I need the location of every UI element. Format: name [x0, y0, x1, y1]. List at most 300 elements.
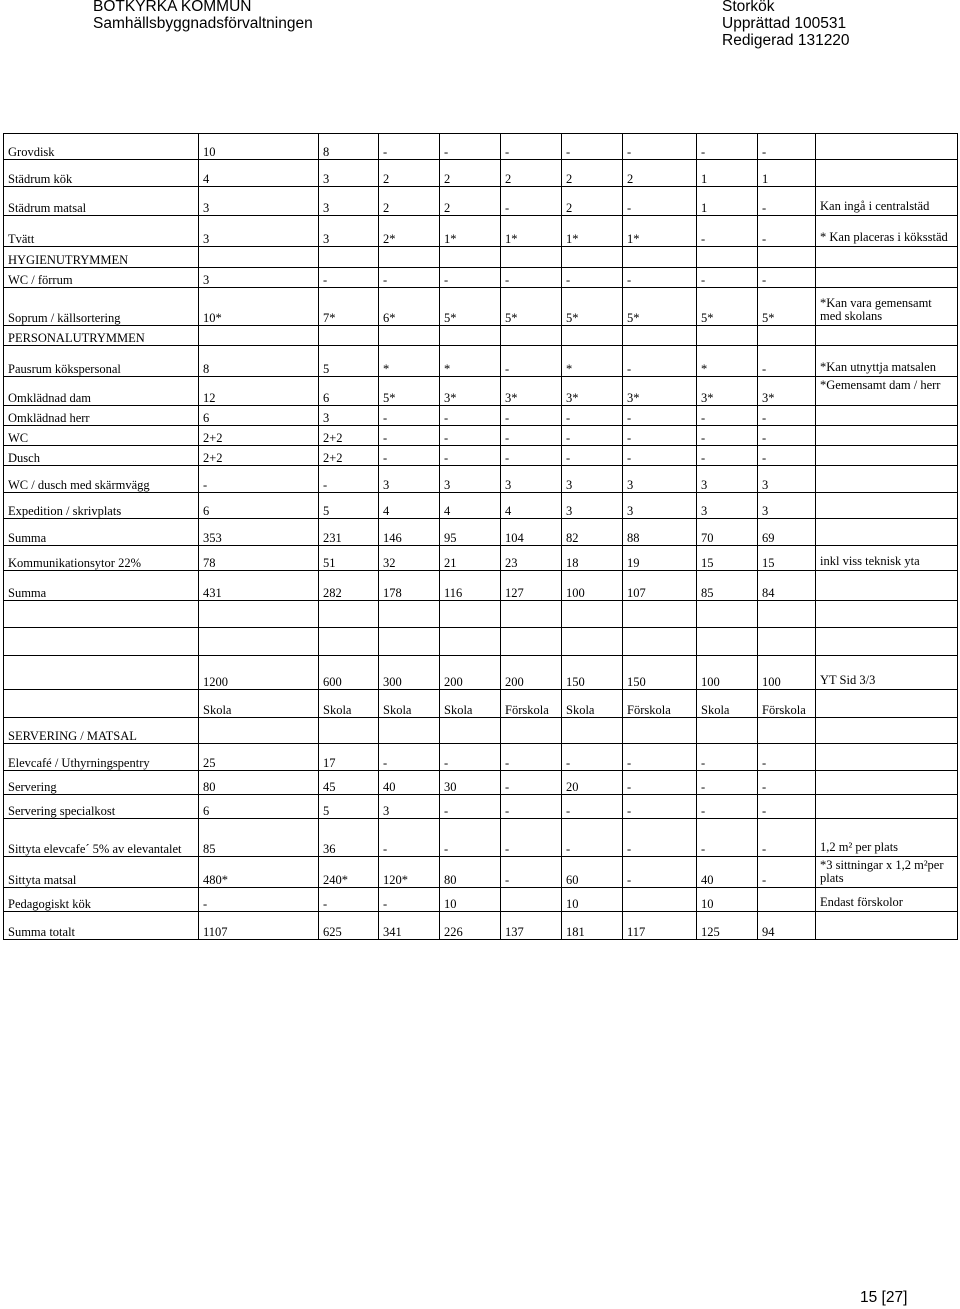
value-cell — [440, 718, 501, 744]
row-label: Omklädnad dam — [4, 377, 199, 406]
value-cell — [379, 247, 440, 268]
row-note — [816, 134, 958, 160]
value-cell: 94 — [758, 912, 816, 940]
value-cell: 85 — [697, 571, 758, 601]
value-cell: - — [623, 346, 697, 377]
value-cell: 15 — [697, 546, 758, 571]
row-note — [816, 690, 958, 718]
table-row — [4, 628, 958, 656]
table-row — [4, 346, 958, 377]
value-cell: 1* — [562, 216, 623, 247]
value-cell: 625 — [319, 912, 379, 940]
value-cell — [758, 888, 816, 912]
row-note: YT Sid 3/3 — [816, 656, 958, 690]
row-note — [816, 406, 958, 426]
value-cell: - — [758, 346, 816, 377]
row-label: Expedition / skrivplats — [4, 493, 199, 519]
value-cell: 3* — [501, 377, 562, 406]
value-cell — [319, 718, 379, 744]
value-cell: 5* — [379, 377, 440, 406]
value-cell: 30 — [440, 771, 501, 795]
value-cell: 240* — [319, 857, 379, 888]
value-cell: 3 — [199, 187, 319, 216]
value-cell: 21 — [440, 546, 501, 571]
row-label: Elevcafé / Uthyrningspentry — [4, 744, 199, 771]
value-cell: 341 — [379, 912, 440, 940]
value-cell: 1 — [758, 160, 816, 187]
value-cell: - — [623, 187, 697, 216]
value-cell: 200 — [440, 656, 501, 690]
value-cell: - — [501, 134, 562, 160]
value-cell: - — [440, 795, 501, 819]
table-row — [4, 288, 958, 326]
value-cell — [440, 601, 501, 628]
row-note — [816, 426, 958, 446]
value-cell: 600 — [319, 656, 379, 690]
value-cell — [758, 718, 816, 744]
value-cell — [440, 326, 501, 346]
value-cell: - — [623, 857, 697, 888]
value-cell: 282 — [319, 571, 379, 601]
value-cell: 1 — [697, 187, 758, 216]
value-cell: - — [440, 268, 501, 288]
value-cell: Skola — [379, 690, 440, 718]
value-cell: - — [758, 744, 816, 771]
value-cell: Förskola — [623, 690, 697, 718]
value-cell: - — [623, 819, 697, 857]
table-row — [4, 493, 958, 519]
value-cell: 4 — [199, 160, 319, 187]
value-cell: 3 — [501, 466, 562, 493]
table-row — [4, 134, 958, 160]
value-cell: - — [758, 819, 816, 857]
value-cell: 6 — [199, 493, 319, 519]
value-cell: 3 — [319, 216, 379, 247]
row-note — [816, 519, 958, 546]
value-cell: 107 — [623, 571, 697, 601]
value-cell — [562, 326, 623, 346]
value-cell: 2 — [501, 160, 562, 187]
value-cell: 3 — [319, 160, 379, 187]
table-row — [4, 187, 958, 216]
value-cell: 10* — [199, 288, 319, 326]
value-cell: 70 — [697, 519, 758, 546]
value-cell — [319, 326, 379, 346]
organization-name: BOTKYRKA KOMMUN — [93, 0, 252, 15]
value-cell: - — [697, 134, 758, 160]
value-cell: 1* — [501, 216, 562, 247]
value-cell — [623, 628, 697, 656]
value-cell: * — [440, 346, 501, 377]
value-cell: 226 — [440, 912, 501, 940]
value-cell: 3 — [697, 466, 758, 493]
value-cell: 40 — [697, 857, 758, 888]
value-cell: 23 — [501, 546, 562, 571]
row-label: Sittyta elevcafe´ 5% av elevantalet — [4, 819, 199, 857]
value-cell: - — [623, 406, 697, 426]
row-label: Soprum / källsortering — [4, 288, 199, 326]
value-cell: 100 — [758, 656, 816, 690]
row-note — [816, 571, 958, 601]
value-cell: 10 — [562, 888, 623, 912]
value-cell: 15 — [758, 546, 816, 571]
value-cell: - — [758, 795, 816, 819]
value-cell: 3* — [758, 377, 816, 406]
row-note — [816, 326, 958, 346]
value-cell — [623, 888, 697, 912]
row-note: *Gemensamt dam / herr — [816, 377, 958, 406]
table-row — [4, 268, 958, 288]
value-cell: - — [379, 446, 440, 466]
value-cell: - — [319, 268, 379, 288]
value-cell: 36 — [319, 819, 379, 857]
row-label: WC / dusch med skärmvägg — [4, 466, 199, 493]
value-cell: 117 — [623, 912, 697, 940]
table-row — [4, 819, 958, 857]
value-cell: 18 — [562, 546, 623, 571]
value-cell: - — [501, 187, 562, 216]
value-cell — [379, 718, 440, 744]
value-cell: 2+2 — [319, 446, 379, 466]
value-cell — [623, 247, 697, 268]
table-row — [4, 656, 958, 690]
table-row — [4, 406, 958, 426]
row-note: 1,2 m² per plats — [816, 819, 958, 857]
header-right — [722, 0, 850, 49]
value-cell: 4 — [440, 493, 501, 519]
row-label — [4, 690, 199, 718]
row-note — [816, 628, 958, 656]
value-cell: - — [758, 406, 816, 426]
value-cell: 3* — [623, 377, 697, 406]
value-cell: 19 — [623, 546, 697, 571]
value-cell: 3 — [440, 466, 501, 493]
value-cell — [501, 888, 562, 912]
value-cell: Skola — [562, 690, 623, 718]
table-row — [4, 519, 958, 546]
row-label: WC / förrum — [4, 268, 199, 288]
value-cell: 3 — [319, 187, 379, 216]
value-cell: - — [379, 819, 440, 857]
value-cell — [562, 601, 623, 628]
value-cell: 4 — [501, 493, 562, 519]
created-date: Upprättad 100531 — [722, 15, 847, 32]
value-cell: 5* — [623, 288, 697, 326]
value-cell — [697, 247, 758, 268]
value-cell: 2 — [562, 160, 623, 187]
value-cell: - — [440, 744, 501, 771]
value-cell: - — [697, 268, 758, 288]
value-cell — [623, 718, 697, 744]
value-cell: - — [379, 134, 440, 160]
table-row — [4, 601, 958, 628]
value-cell: 4 — [379, 493, 440, 519]
value-cell — [758, 628, 816, 656]
value-cell — [319, 247, 379, 268]
value-cell: 60 — [562, 857, 623, 888]
value-cell — [562, 628, 623, 656]
value-cell — [623, 326, 697, 346]
row-label: Sittyta matsal — [4, 857, 199, 888]
value-cell: Skola — [319, 690, 379, 718]
value-cell — [501, 326, 562, 346]
value-cell: - — [379, 268, 440, 288]
row-note — [816, 268, 958, 288]
value-cell — [379, 326, 440, 346]
value-cell: 95 — [440, 519, 501, 546]
value-cell: 3* — [697, 377, 758, 406]
department-name: Samhällsbyggnadsförvaltningen — [93, 15, 313, 32]
row-label: Pedagogiskt kök — [4, 888, 199, 912]
row-note — [816, 160, 958, 187]
value-cell: 100 — [697, 656, 758, 690]
value-cell: 231 — [319, 519, 379, 546]
row-label: Städrum matsal — [4, 187, 199, 216]
value-cell: - — [623, 426, 697, 446]
value-cell: 2 — [379, 160, 440, 187]
value-cell — [623, 601, 697, 628]
value-cell: 1 — [697, 160, 758, 187]
row-label: Städrum kök — [4, 160, 199, 187]
value-cell: 40 — [379, 771, 440, 795]
value-cell: 32 — [379, 546, 440, 571]
row-label: HYGIENUTRYMMEN — [4, 247, 199, 268]
value-cell: - — [697, 744, 758, 771]
value-cell: 25 — [199, 744, 319, 771]
row-note: *Kan utnyttja matsalen — [816, 346, 958, 377]
value-cell: 1* — [440, 216, 501, 247]
table-row — [4, 795, 958, 819]
value-cell: - — [697, 426, 758, 446]
value-cell: - — [440, 134, 501, 160]
value-cell: - — [758, 446, 816, 466]
value-cell — [501, 601, 562, 628]
value-cell — [562, 718, 623, 744]
row-label — [4, 601, 199, 628]
value-cell — [758, 247, 816, 268]
value-cell: - — [199, 888, 319, 912]
value-cell: 3 — [758, 493, 816, 519]
value-cell: 431 — [199, 571, 319, 601]
table-row — [4, 718, 958, 744]
table-row — [4, 912, 958, 940]
value-cell: - — [623, 134, 697, 160]
value-cell: 178 — [379, 571, 440, 601]
value-cell — [501, 628, 562, 656]
value-cell: 5* — [697, 288, 758, 326]
row-note: inkl viss teknisk yta — [816, 546, 958, 571]
row-label: Servering specialkost — [4, 795, 199, 819]
value-cell — [758, 601, 816, 628]
value-cell: - — [501, 446, 562, 466]
edited-date: Redigerad 131220 — [722, 32, 850, 49]
value-cell: - — [501, 426, 562, 446]
value-cell: 5 — [319, 795, 379, 819]
value-cell: - — [758, 426, 816, 446]
value-cell — [319, 601, 379, 628]
value-cell: 3 — [379, 795, 440, 819]
table-row — [4, 160, 958, 187]
area-table — [3, 133, 958, 940]
value-cell: - — [697, 771, 758, 795]
value-cell: * — [562, 346, 623, 377]
value-cell: 6 — [199, 406, 319, 426]
value-cell — [697, 628, 758, 656]
value-cell: 7* — [319, 288, 379, 326]
value-cell: - — [623, 795, 697, 819]
value-cell: 300 — [379, 656, 440, 690]
value-cell: 8 — [319, 134, 379, 160]
value-cell: - — [379, 888, 440, 912]
value-cell: 5 — [319, 493, 379, 519]
value-cell: 3 — [319, 406, 379, 426]
value-cell: 1107 — [199, 912, 319, 940]
value-cell: 3 — [697, 493, 758, 519]
row-note: Endast förskolor — [816, 888, 958, 912]
value-cell: - — [440, 406, 501, 426]
value-cell: - — [562, 268, 623, 288]
value-cell: - — [697, 795, 758, 819]
value-cell: 69 — [758, 519, 816, 546]
value-cell: 10 — [440, 888, 501, 912]
value-cell: - — [501, 346, 562, 377]
value-cell: 3 — [199, 268, 319, 288]
value-cell: 85 — [199, 819, 319, 857]
value-cell: 80 — [199, 771, 319, 795]
value-cell: 3 — [199, 216, 319, 247]
value-cell: - — [623, 446, 697, 466]
table-row — [4, 377, 958, 406]
value-cell: 2 — [440, 187, 501, 216]
value-cell: 3 — [623, 493, 697, 519]
table-row — [4, 744, 958, 771]
row-note — [816, 601, 958, 628]
value-cell: - — [697, 406, 758, 426]
row-label: Summa — [4, 571, 199, 601]
value-cell — [199, 718, 319, 744]
value-cell: - — [199, 466, 319, 493]
row-label: SERVERING / MATSAL — [4, 718, 199, 744]
value-cell: - — [758, 216, 816, 247]
table-row — [4, 446, 958, 466]
row-label: Omklädnad herr — [4, 406, 199, 426]
value-cell: - — [697, 446, 758, 466]
value-cell: 150 — [562, 656, 623, 690]
value-cell — [697, 718, 758, 744]
row-label: Kommunikationsytor 22% — [4, 546, 199, 571]
row-label: Summa totalt — [4, 912, 199, 940]
value-cell — [199, 247, 319, 268]
value-cell: 1* — [623, 216, 697, 247]
value-cell: 45 — [319, 771, 379, 795]
value-cell: Förskola — [758, 690, 816, 718]
value-cell: 2+2 — [319, 426, 379, 446]
value-cell: - — [562, 134, 623, 160]
value-cell: 5* — [562, 288, 623, 326]
value-cell: Förskola — [501, 690, 562, 718]
value-cell: - — [501, 744, 562, 771]
value-cell: 3* — [562, 377, 623, 406]
value-cell: 3* — [440, 377, 501, 406]
row-note — [816, 493, 958, 519]
value-cell: - — [440, 819, 501, 857]
row-note — [816, 912, 958, 940]
row-label — [4, 628, 199, 656]
value-cell: - — [319, 466, 379, 493]
table-row — [4, 326, 958, 346]
value-cell: 8 — [199, 346, 319, 377]
value-cell: 20 — [562, 771, 623, 795]
value-cell: - — [623, 268, 697, 288]
value-cell — [562, 247, 623, 268]
value-cell — [501, 247, 562, 268]
value-cell: 3 — [623, 466, 697, 493]
value-cell — [501, 718, 562, 744]
row-label: Dusch — [4, 446, 199, 466]
value-cell: 181 — [562, 912, 623, 940]
value-cell: 10 — [199, 134, 319, 160]
value-cell: - — [562, 446, 623, 466]
value-cell: - — [697, 216, 758, 247]
value-cell: - — [319, 888, 379, 912]
document-title: Storkök — [722, 0, 775, 15]
value-cell: 5 — [319, 346, 379, 377]
table-row — [4, 216, 958, 247]
table-row — [4, 426, 958, 446]
value-cell: 353 — [199, 519, 319, 546]
value-cell: - — [697, 819, 758, 857]
row-note — [816, 771, 958, 795]
table-row — [4, 771, 958, 795]
value-cell: 137 — [501, 912, 562, 940]
value-cell: - — [758, 771, 816, 795]
row-note: *Kan vara gemensamt med skolans — [816, 288, 958, 326]
value-cell — [697, 601, 758, 628]
value-cell: - — [379, 426, 440, 446]
row-label: Pausrum kökspersonal — [4, 346, 199, 377]
value-cell: - — [440, 426, 501, 446]
value-cell: - — [501, 406, 562, 426]
value-cell — [199, 628, 319, 656]
table-row — [4, 546, 958, 571]
row-note — [816, 744, 958, 771]
value-cell: - — [379, 406, 440, 426]
value-cell: 2 — [623, 160, 697, 187]
header-left — [93, 0, 313, 32]
value-cell: 2 — [562, 187, 623, 216]
value-cell: 120* — [379, 857, 440, 888]
value-cell: 2 — [440, 160, 501, 187]
table-body — [4, 134, 958, 940]
value-cell: 6 — [319, 377, 379, 406]
value-cell: 5* — [758, 288, 816, 326]
table-row — [4, 571, 958, 601]
value-cell: - — [562, 426, 623, 446]
value-cell: Skola — [199, 690, 319, 718]
row-label — [4, 656, 199, 690]
value-cell — [697, 326, 758, 346]
value-cell — [379, 601, 440, 628]
value-cell: 125 — [697, 912, 758, 940]
value-cell: 127 — [501, 571, 562, 601]
value-cell: - — [501, 857, 562, 888]
value-cell — [440, 628, 501, 656]
row-note — [816, 795, 958, 819]
row-label: PERSONALUTRYMMEN — [4, 326, 199, 346]
value-cell — [379, 628, 440, 656]
value-cell: 480* — [199, 857, 319, 888]
table-row — [4, 690, 958, 718]
